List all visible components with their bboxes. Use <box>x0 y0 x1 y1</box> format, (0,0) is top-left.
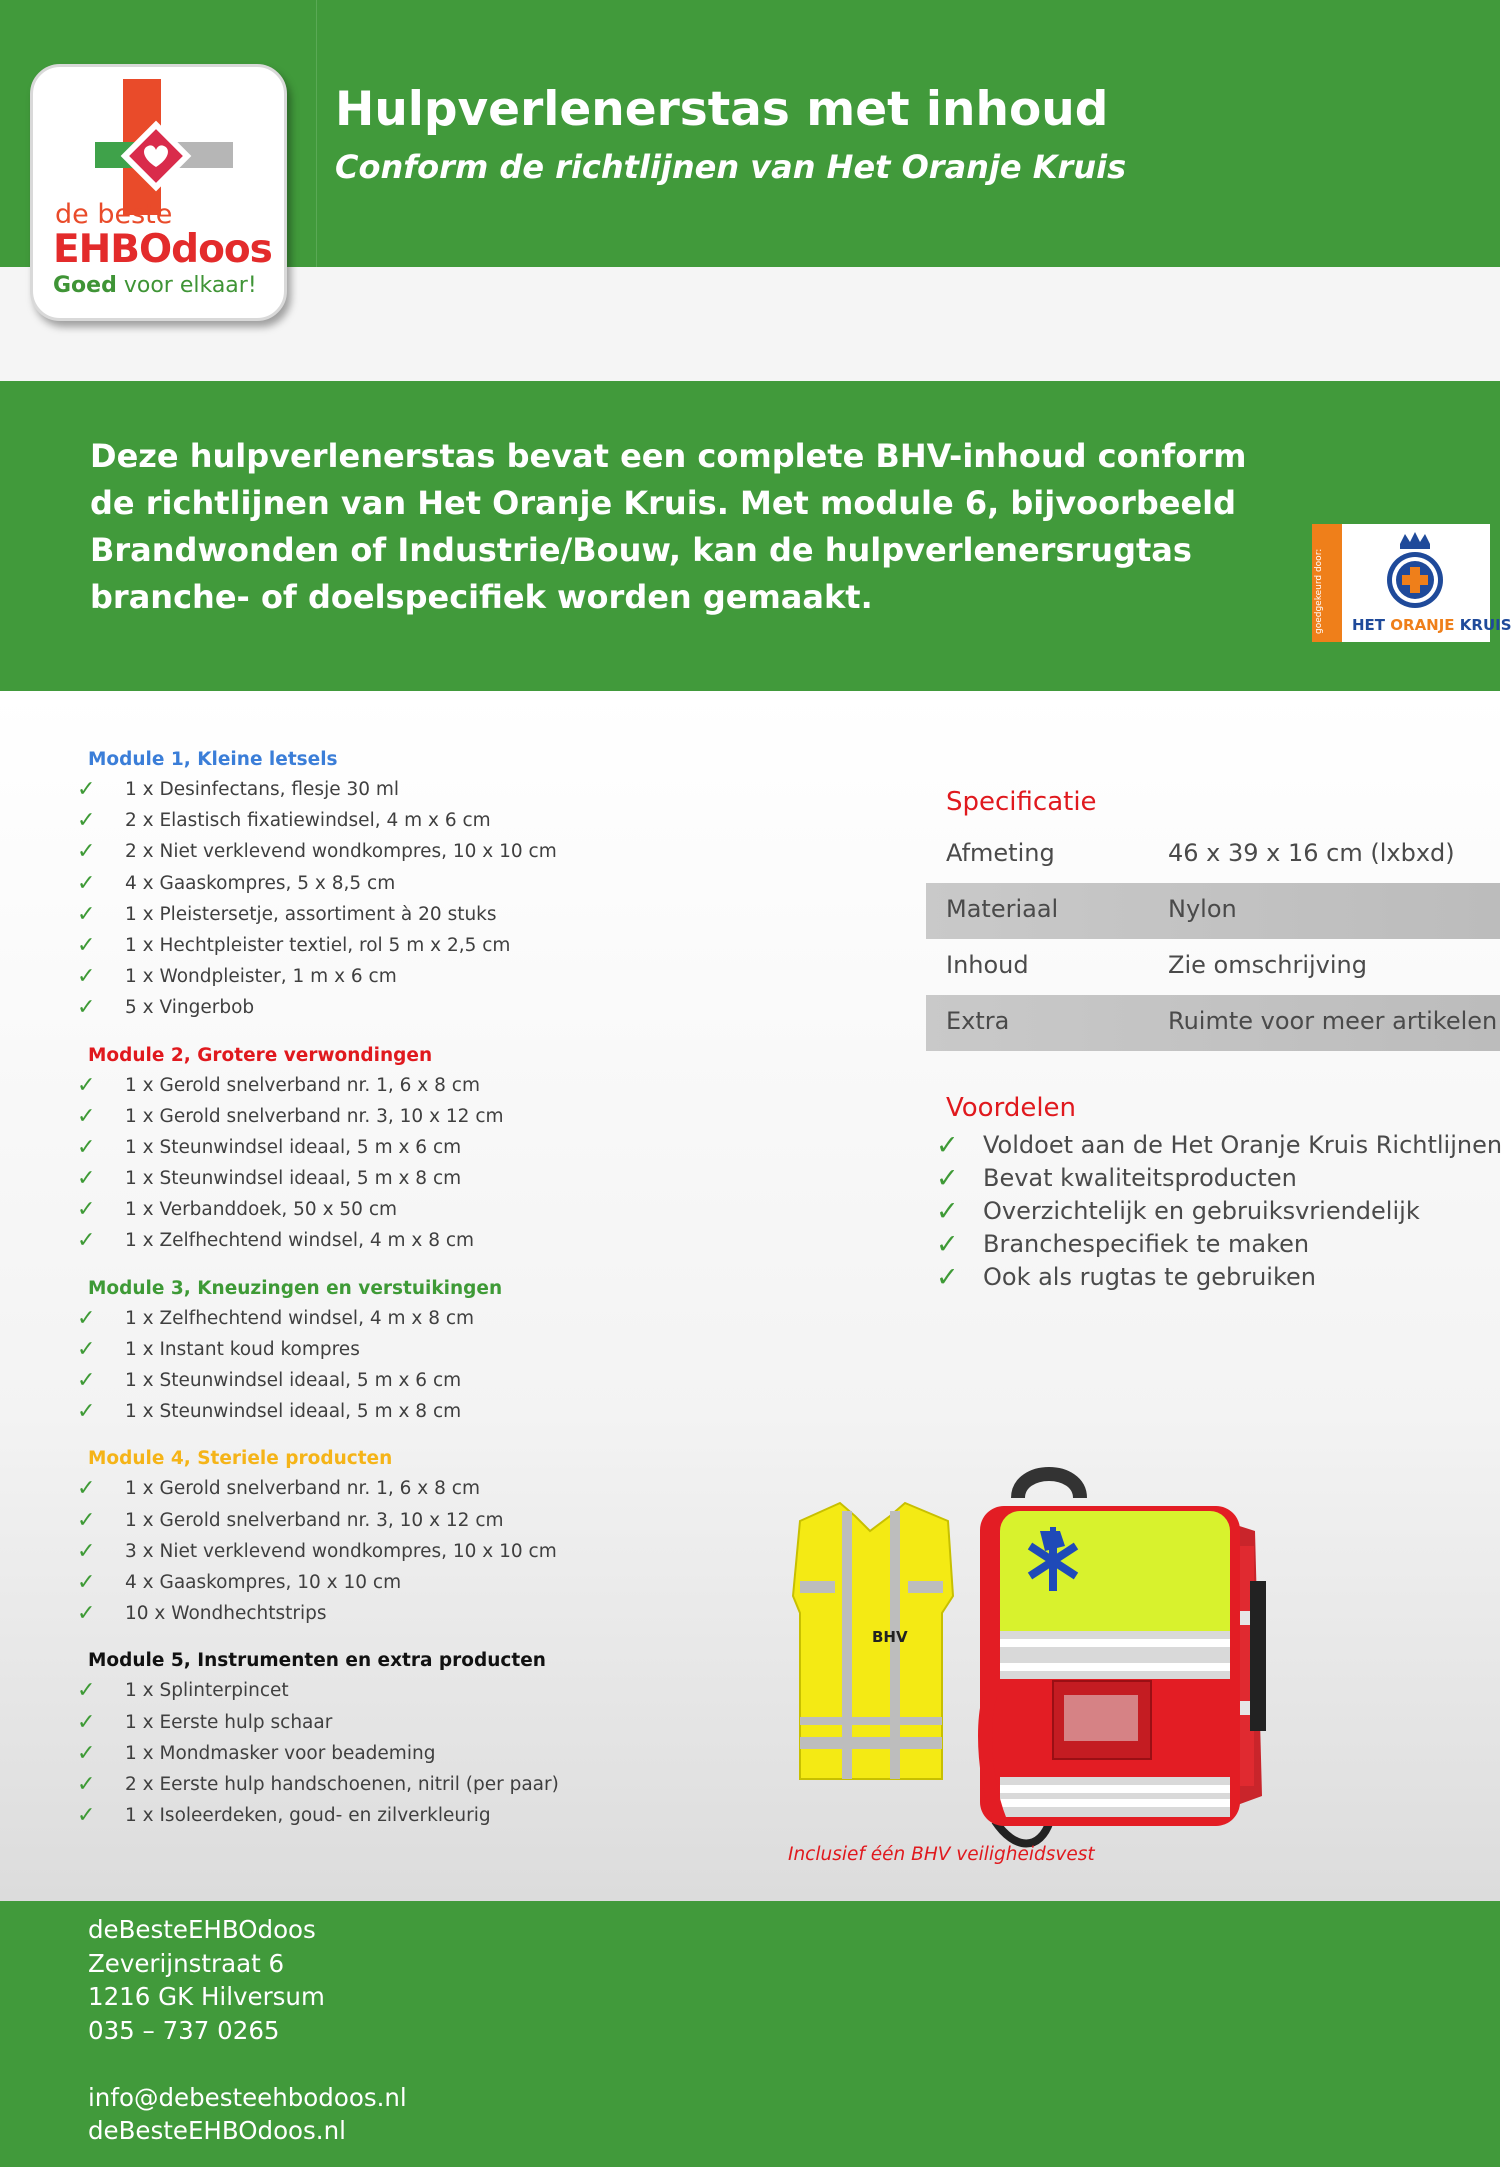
module-item <box>75 1505 595 1536</box>
module-item <box>75 961 595 992</box>
street-address: Zeverijnstraat 6 <box>88 1948 285 1978</box>
module-item-text: 1 x Mondmasker voor beademing <box>125 1742 436 1764</box>
spec-value: Nylon <box>1168 895 1237 923</box>
module-item-text: 1 x Gerold snelverband nr. 1, 6 x 8 cm <box>125 1074 480 1096</box>
check-icon: ✓ <box>77 870 96 896</box>
module-item-text: 1 x Steunwindsel ideaal, 5 m x 8 cm <box>125 1401 462 1423</box>
module-item-text: 1 x Hechtpleister textiel, rol 5 m x 2,5 cm <box>125 934 511 956</box>
check-icon: ✓ <box>77 1197 96 1223</box>
module-item <box>75 805 595 836</box>
module-item-text: 1 x Zelfhechtend windsel, 4 m x 8 cm <box>125 1307 475 1329</box>
module-item <box>75 1769 595 1800</box>
logo-line1: de beste <box>55 199 173 230</box>
vest-label: BHV <box>872 1628 908 1646</box>
module-item <box>75 1396 595 1427</box>
check-icon: ✓ <box>77 1803 96 1829</box>
product-illustration <box>780 1381 1370 1921</box>
spec-key: Extra <box>946 1007 1010 1035</box>
spec-key: Materiaal <box>946 895 1059 923</box>
module-item-text: 1 x Zelfhechtend windsel, 4 m x 8 cm <box>125 1230 475 1252</box>
check-icon: ✓ <box>77 1538 96 1564</box>
module-item <box>75 1225 595 1256</box>
module-item <box>75 1675 595 1706</box>
badge-name-part2: ORANJE <box>1390 616 1455 634</box>
heart-cross-icon <box>33 67 290 207</box>
module-item <box>75 774 595 805</box>
module-item <box>75 1334 595 1365</box>
advantage-text: Voldoet aan de Het Oranje Kruis Richtlijnen <box>983 1131 1503 1159</box>
badge-side-label: goedgekeurd door: <box>1314 548 1324 634</box>
advantages-title: Voordelen <box>946 1093 1077 1123</box>
advantage-item <box>926 1195 1500 1228</box>
check-icon: ✓ <box>77 1368 96 1393</box>
check-icon: ✓ <box>77 1399 96 1425</box>
module-item <box>75 1303 595 1334</box>
intro-text: Deze hulpverlenerstas bevat een complete BHV-inhoud conform de richtlijnen van Het Oranje Kruis. Met module 6, bijvoorbeeld Brandwonden of Industrie/Bouw, kan de hulpverlenersrugtas branche- of doelspecifiek worden gemaakt. <box>90 437 1247 616</box>
module-item-text: 1 x Gerold snelverband nr. 3, 10 x 12 cm <box>125 1105 504 1127</box>
module-item-text: 1 x Steunwindsel ideaal, 5 m x 6 cm <box>125 1370 462 1391</box>
logo-slogan-rest: voor elkaar! <box>116 273 257 298</box>
module-item <box>75 1598 595 1629</box>
badge-side-strip <box>1312 524 1342 642</box>
module-item <box>75 992 595 1023</box>
module-item <box>75 1567 595 1598</box>
logo-slogan <box>53 273 257 298</box>
logo-slogan-bold: Goed <box>53 273 117 298</box>
advantage-item <box>926 1261 1500 1294</box>
module-item <box>75 899 595 930</box>
advantage-item <box>926 1162 1500 1195</box>
check-icon: ✓ <box>77 1336 96 1362</box>
spec-row <box>926 883 1500 939</box>
module-item-text: 1 x Pleistersetje, assortiment à 20 stuks <box>125 903 497 925</box>
module-title: Module 1, Kleine letsels <box>88 749 338 770</box>
module-item <box>75 1070 595 1101</box>
module-item <box>75 930 595 961</box>
module-item-text: 3 x Niet verklevend wondkompres, 10 x 10 cm <box>125 1540 557 1562</box>
badge-name <box>1352 616 1512 634</box>
spec-row <box>926 939 1500 995</box>
module-title: Module 3, Kneuzingen en verstuikingen <box>88 1277 503 1299</box>
check-icon: ✓ <box>77 1166 96 1192</box>
module-item-text: 1 x Instant koud kompres <box>125 1338 360 1360</box>
module-item <box>75 1536 595 1567</box>
module-item <box>75 1365 595 1396</box>
phone-number: 035 – 737 0265 <box>88 2015 280 2045</box>
module-item-text: 4 x Gaaskompres, 5 x 8,5 cm <box>125 872 396 894</box>
first-aid-backpack-image <box>980 1474 1266 1844</box>
check-icon: ✓ <box>77 995 96 1021</box>
contact-spacer <box>88 2047 407 2081</box>
oranje-kruis-badge <box>1312 524 1512 642</box>
module-item-text: 1 x Gerold snelverband nr. 1, 6 x 8 cm <box>125 1478 480 1500</box>
contact-block <box>88 1913 407 2148</box>
main-content <box>0 691 1503 1901</box>
module-item-text: 1 x Splinterpincet <box>125 1680 289 1702</box>
module-item <box>75 1132 595 1163</box>
check-icon: ✓ <box>77 1072 96 1098</box>
module-item <box>75 1473 595 1504</box>
check-icon: ✓ <box>936 1163 959 1194</box>
city-address: 1216 GK Hilversum <box>88 1982 325 2011</box>
check-icon: ✓ <box>77 1134 96 1160</box>
check-icon: ✓ <box>77 932 96 958</box>
badge-name-part1: HET <box>1352 616 1391 634</box>
module-item-text: 1 x Steunwindsel ideaal, 5 m x 6 cm <box>125 1136 462 1158</box>
module-item-text: 4 x Gaaskompres, 10 x 10 cm <box>125 1571 402 1593</box>
oranje-kruis-crest-icon <box>1380 530 1450 610</box>
page-subtitle: Conform de richtlijnen van Het Oranje Kruis <box>335 148 1127 186</box>
advantage-item <box>926 1129 1503 1162</box>
module-item <box>75 1194 595 1225</box>
module-item <box>75 868 595 899</box>
brand-logo <box>30 64 287 321</box>
module-item <box>75 1738 595 1769</box>
module-item-text: 1 x Isoleerdeken, goud- en zilverkleurig <box>125 1805 491 1827</box>
spec-row <box>926 995 1500 1051</box>
module-item <box>75 1163 595 1194</box>
advantage-item <box>926 1228 1500 1261</box>
check-icon: ✓ <box>77 1709 96 1735</box>
check-icon: ✓ <box>77 1771 96 1797</box>
specification-table <box>926 787 1500 1051</box>
check-icon: ✓ <box>77 839 96 865</box>
advantage-text: Overzichtelijk en gebruiksvriendelijk <box>983 1197 1420 1225</box>
intro-band <box>0 381 1512 691</box>
logo-line2: EHBOdoos <box>53 227 272 272</box>
spec-key: Afmeting <box>946 839 1055 867</box>
module-item <box>75 1707 595 1738</box>
check-icon: ✓ <box>77 1476 96 1502</box>
check-icon: ✓ <box>77 1507 96 1533</box>
header-divider <box>316 0 317 267</box>
module-title: Module 5, Instrumenten en extra producten <box>88 1650 546 1672</box>
module-item <box>75 836 595 867</box>
company-name: deBesteEHBOdoos <box>88 1915 316 1944</box>
spec-value: 46 x 39 x 16 cm (lxbxd) <box>1168 839 1455 867</box>
module-item <box>75 1800 595 1831</box>
bhv-vest-image <box>793 1503 953 1779</box>
check-icon: ✓ <box>77 1569 96 1595</box>
spec-value: Zie omschrijving <box>1168 951 1367 979</box>
check-icon: ✓ <box>77 1740 96 1766</box>
check-icon: ✓ <box>936 1130 959 1161</box>
module-item-text: 1 x Gerold snelverband nr. 3, 10 x 12 cm <box>125 1509 504 1531</box>
module-item-text: 2 x Niet verklevend wondkompres, 10 x 10 cm <box>125 841 557 863</box>
email-link[interactable]: info@debesteehbodoos.nl <box>88 2082 407 2112</box>
spec-value: Ruimte voor meer artikelen <box>1168 1007 1498 1035</box>
spec-title: Specificatie <box>946 787 1097 817</box>
module-item-text: 2 x Elastisch fixatiewindsel, 4 m x 6 cm <box>125 810 491 832</box>
module-item-text: 1 x Eerste hulp schaar <box>125 1711 333 1733</box>
module-item-text: 1 x Steunwindsel ideaal, 5 m x 8 cm <box>125 1168 462 1190</box>
advantage-text: Branchespecifiek te maken <box>983 1230 1310 1258</box>
check-icon: ✓ <box>77 808 96 834</box>
check-icon: ✓ <box>77 964 96 990</box>
check-icon: ✓ <box>936 1262 959 1293</box>
module-item-text: 1 x Desinfectans, flesje 30 ml <box>125 779 400 800</box>
module-item-text: 1 x Verbanddoek, 50 x 50 cm <box>125 1199 398 1221</box>
product-caption: Inclusief één BHV veiligheidsvest <box>788 1844 1095 1865</box>
check-icon: ✓ <box>77 901 96 927</box>
module-item <box>75 1101 595 1132</box>
advantages-list <box>926 1093 1503 1294</box>
check-icon: ✓ <box>77 1103 96 1129</box>
badge-name-part3: KRUIS <box>1454 616 1512 634</box>
check-icon: ✓ <box>77 1678 96 1704</box>
module-item-text: 2 x Eerste hulp handschoenen, nitril (per paar) <box>125 1773 559 1795</box>
advantage-text: Ook als rugtas te gebruiken <box>983 1263 1316 1291</box>
page-title: Hulpverlenerstas met inhoud <box>335 82 1109 137</box>
check-icon: ✓ <box>77 777 96 802</box>
check-icon: ✓ <box>77 1601 96 1627</box>
footer-band <box>0 1901 1500 2167</box>
spec-key: Inhoud <box>946 951 1029 979</box>
spec-row <box>926 827 1500 883</box>
module-title: Module 4, Steriele producten <box>88 1448 393 1470</box>
module-item-text: 10 x Wondhechtstrips <box>125 1603 327 1625</box>
advantage-text: Bevat kwaliteitsproducten <box>983 1164 1297 1192</box>
website-link[interactable]: deBesteEHBOdoos.nl <box>88 2116 346 2145</box>
module-item-text: 5 x Vingerbob <box>125 997 255 1019</box>
module-title: Module 2, Grotere verwondingen <box>88 1044 433 1066</box>
module-item-text: 1 x Wondpleister, 1 m x 6 cm <box>125 966 397 988</box>
check-icon: ✓ <box>936 1229 959 1260</box>
check-icon: ✓ <box>77 1305 96 1331</box>
module-list <box>75 749 595 1831</box>
check-icon: ✓ <box>936 1196 959 1227</box>
check-icon: ✓ <box>77 1228 96 1254</box>
